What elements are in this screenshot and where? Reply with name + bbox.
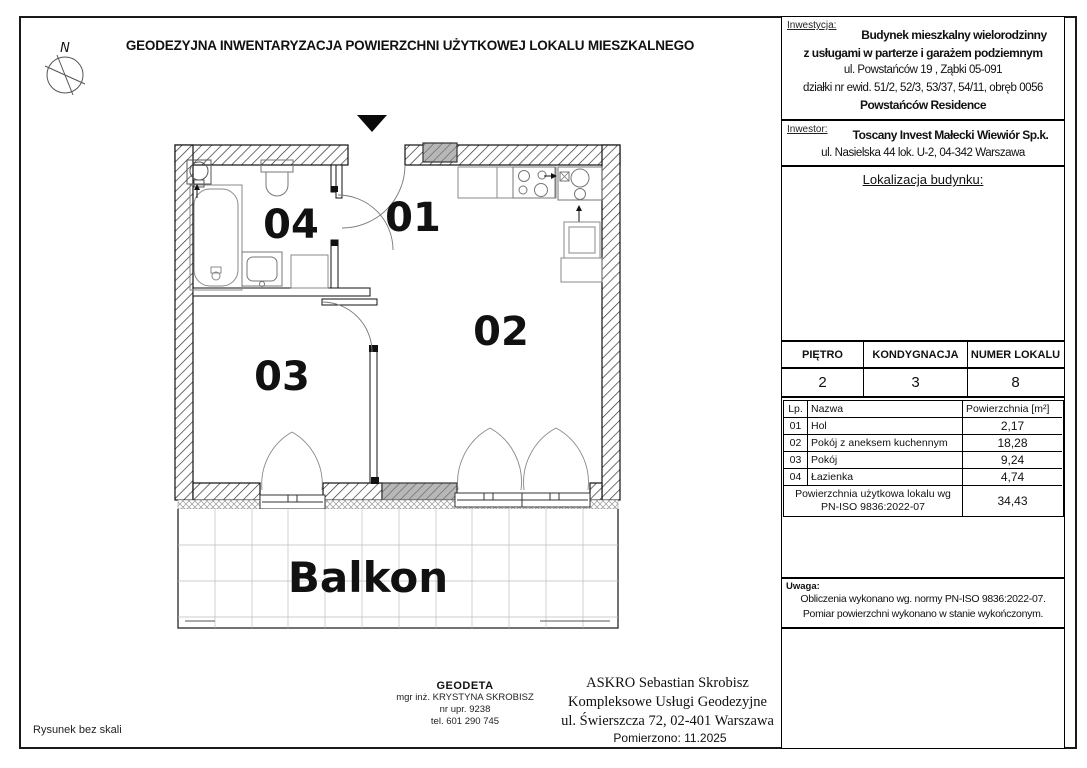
rooms-table bbox=[783, 400, 1064, 517]
surveyor-title: GEODETA bbox=[436, 680, 494, 692]
investment-line1: Budynek mieszkalny wielorodzinny bbox=[861, 28, 1047, 42]
investor-box bbox=[781, 120, 1065, 166]
balcony bbox=[178, 509, 618, 628]
note-box bbox=[781, 578, 1065, 628]
surveyor-block bbox=[395, 680, 535, 728]
unit-info-header bbox=[781, 341, 1065, 368]
company-name: ASKRO Sebastian Skrobisz bbox=[586, 675, 749, 691]
scale-note: Rysunek bez skali bbox=[33, 724, 122, 736]
surveyor-phone: tel. 601 290 745 bbox=[430, 716, 500, 727]
total-area-value: 34,43 bbox=[997, 494, 1028, 508]
kitchen-sink bbox=[558, 167, 602, 222]
room-labels bbox=[254, 195, 529, 400]
investment-label: Inwestycja: bbox=[787, 20, 837, 31]
ventilation-shaft-bottom bbox=[382, 483, 457, 500]
col-header-lp: Lp. bbox=[784, 401, 808, 418]
north-label: N bbox=[60, 41, 70, 56]
floor-value: 2 bbox=[782, 369, 864, 396]
total-label-line2: PN-ISO 9836:2022-07 bbox=[821, 501, 925, 513]
room-label-02: 02 bbox=[473, 309, 529, 355]
unit-number-header: NUMER LOKALU bbox=[970, 348, 1061, 361]
schematic-box bbox=[781, 628, 1065, 749]
investment-line5: Powstańców Residence bbox=[859, 98, 987, 112]
page-title: GEODEZYJNA INWENTARYZACJA POWIERZCHNI UŻYTKOWEJ LOKALU MIESZKALNEGO bbox=[125, 38, 695, 53]
fridge bbox=[564, 222, 600, 258]
note-line2: Pomiar powierzchni wykonano w stanie wykończonym. bbox=[802, 608, 1044, 620]
investment-line2: z usługami w parterze i garażem podziemnym bbox=[803, 45, 1043, 60]
kitchen-fixtures bbox=[458, 167, 602, 282]
investor-line1: Toscany Invest Małecki Wiewiór Sp.k. bbox=[852, 128, 1049, 142]
total-label bbox=[784, 486, 963, 516]
stove bbox=[513, 167, 555, 198]
surveyor-license: nr upr. 9238 bbox=[439, 704, 491, 715]
table-row-area: 9,24 bbox=[963, 452, 1062, 469]
floor-header: PIĘTRO bbox=[782, 342, 864, 367]
table-row-name: Pokój bbox=[808, 452, 963, 469]
investment-line4: działki nr ewid. 51/2, 52/3, 53/37, 54/11, obręb 0056 bbox=[803, 81, 1043, 94]
col-header-area: Powierzchnia [m²] bbox=[963, 401, 1062, 418]
storey-value: 3 bbox=[864, 369, 968, 396]
table-row-lp: 01 bbox=[784, 418, 808, 435]
balcony-door-swings bbox=[262, 428, 589, 490]
bathtub bbox=[190, 185, 242, 290]
unit-number-value: 8 bbox=[1011, 374, 1020, 391]
company-block bbox=[555, 674, 780, 731]
measured-date: Pomierzono: 11.2025 bbox=[613, 731, 727, 745]
balcony-label: Balkon bbox=[287, 553, 449, 602]
table-row-area: 18,28 bbox=[963, 435, 1062, 452]
storey-header: KONDYGNACJA bbox=[864, 342, 968, 367]
room-label-03: 03 bbox=[254, 354, 310, 400]
kitchen-counter bbox=[458, 167, 556, 198]
table-row-name: Hol bbox=[808, 418, 963, 435]
col-header-name: Nazwa bbox=[808, 401, 963, 418]
washing-machine bbox=[291, 255, 328, 288]
surveyor-name: mgr inż. KRYSTYNA SKROBISZ bbox=[396, 692, 534, 703]
table-row-area: 4,74 bbox=[963, 469, 1062, 486]
ventilation-shaft-top bbox=[423, 143, 457, 162]
investment-box bbox=[781, 16, 1065, 120]
room-label-01: 01 bbox=[385, 195, 441, 241]
entrance-arrow-icon bbox=[357, 115, 387, 132]
table-row-area: 2,17 bbox=[963, 418, 1062, 435]
table-row-name: Łazienka bbox=[808, 469, 963, 486]
washbasin bbox=[242, 252, 282, 287]
note-line1: Obliczenia wykonano wg. normy PN-ISO 9836:2022-07. bbox=[800, 593, 1046, 605]
company-address: ul. Świerszcza 72, 02-401 Warszawa bbox=[561, 713, 774, 729]
note-label: Uwaga: bbox=[786, 581, 820, 592]
table-row-lp: 04 bbox=[784, 469, 808, 486]
room-label-04: 04 bbox=[263, 202, 319, 248]
unit-info-values bbox=[781, 368, 1065, 397]
table-row-lp: 03 bbox=[784, 452, 808, 469]
floor-plan bbox=[45, 41, 620, 628]
company-services: Kompleksowe Usługi Geodezyjne bbox=[568, 694, 767, 710]
room03-door-swing bbox=[322, 302, 372, 352]
location-title: Lokalizacja budynku: bbox=[862, 172, 984, 187]
location-box bbox=[781, 166, 1065, 341]
north-compass-icon bbox=[45, 55, 85, 95]
kitchen-cabinet bbox=[561, 258, 602, 282]
total-label-line1: Powierzchnia użytkowa lokalu wg bbox=[795, 488, 951, 500]
investor-label: Inwestor: bbox=[787, 124, 828, 135]
table-row-lp: 02 bbox=[784, 435, 808, 452]
table-row-name: Pokój z aneksem kuchennym bbox=[808, 435, 963, 452]
investment-line3: ul. Powstańców 19 , Ząbki 05-091 bbox=[843, 64, 1003, 76]
investor-line2: ul. Nasielska 44 lok. U-2, 04-342 Warszawa bbox=[821, 146, 1025, 159]
